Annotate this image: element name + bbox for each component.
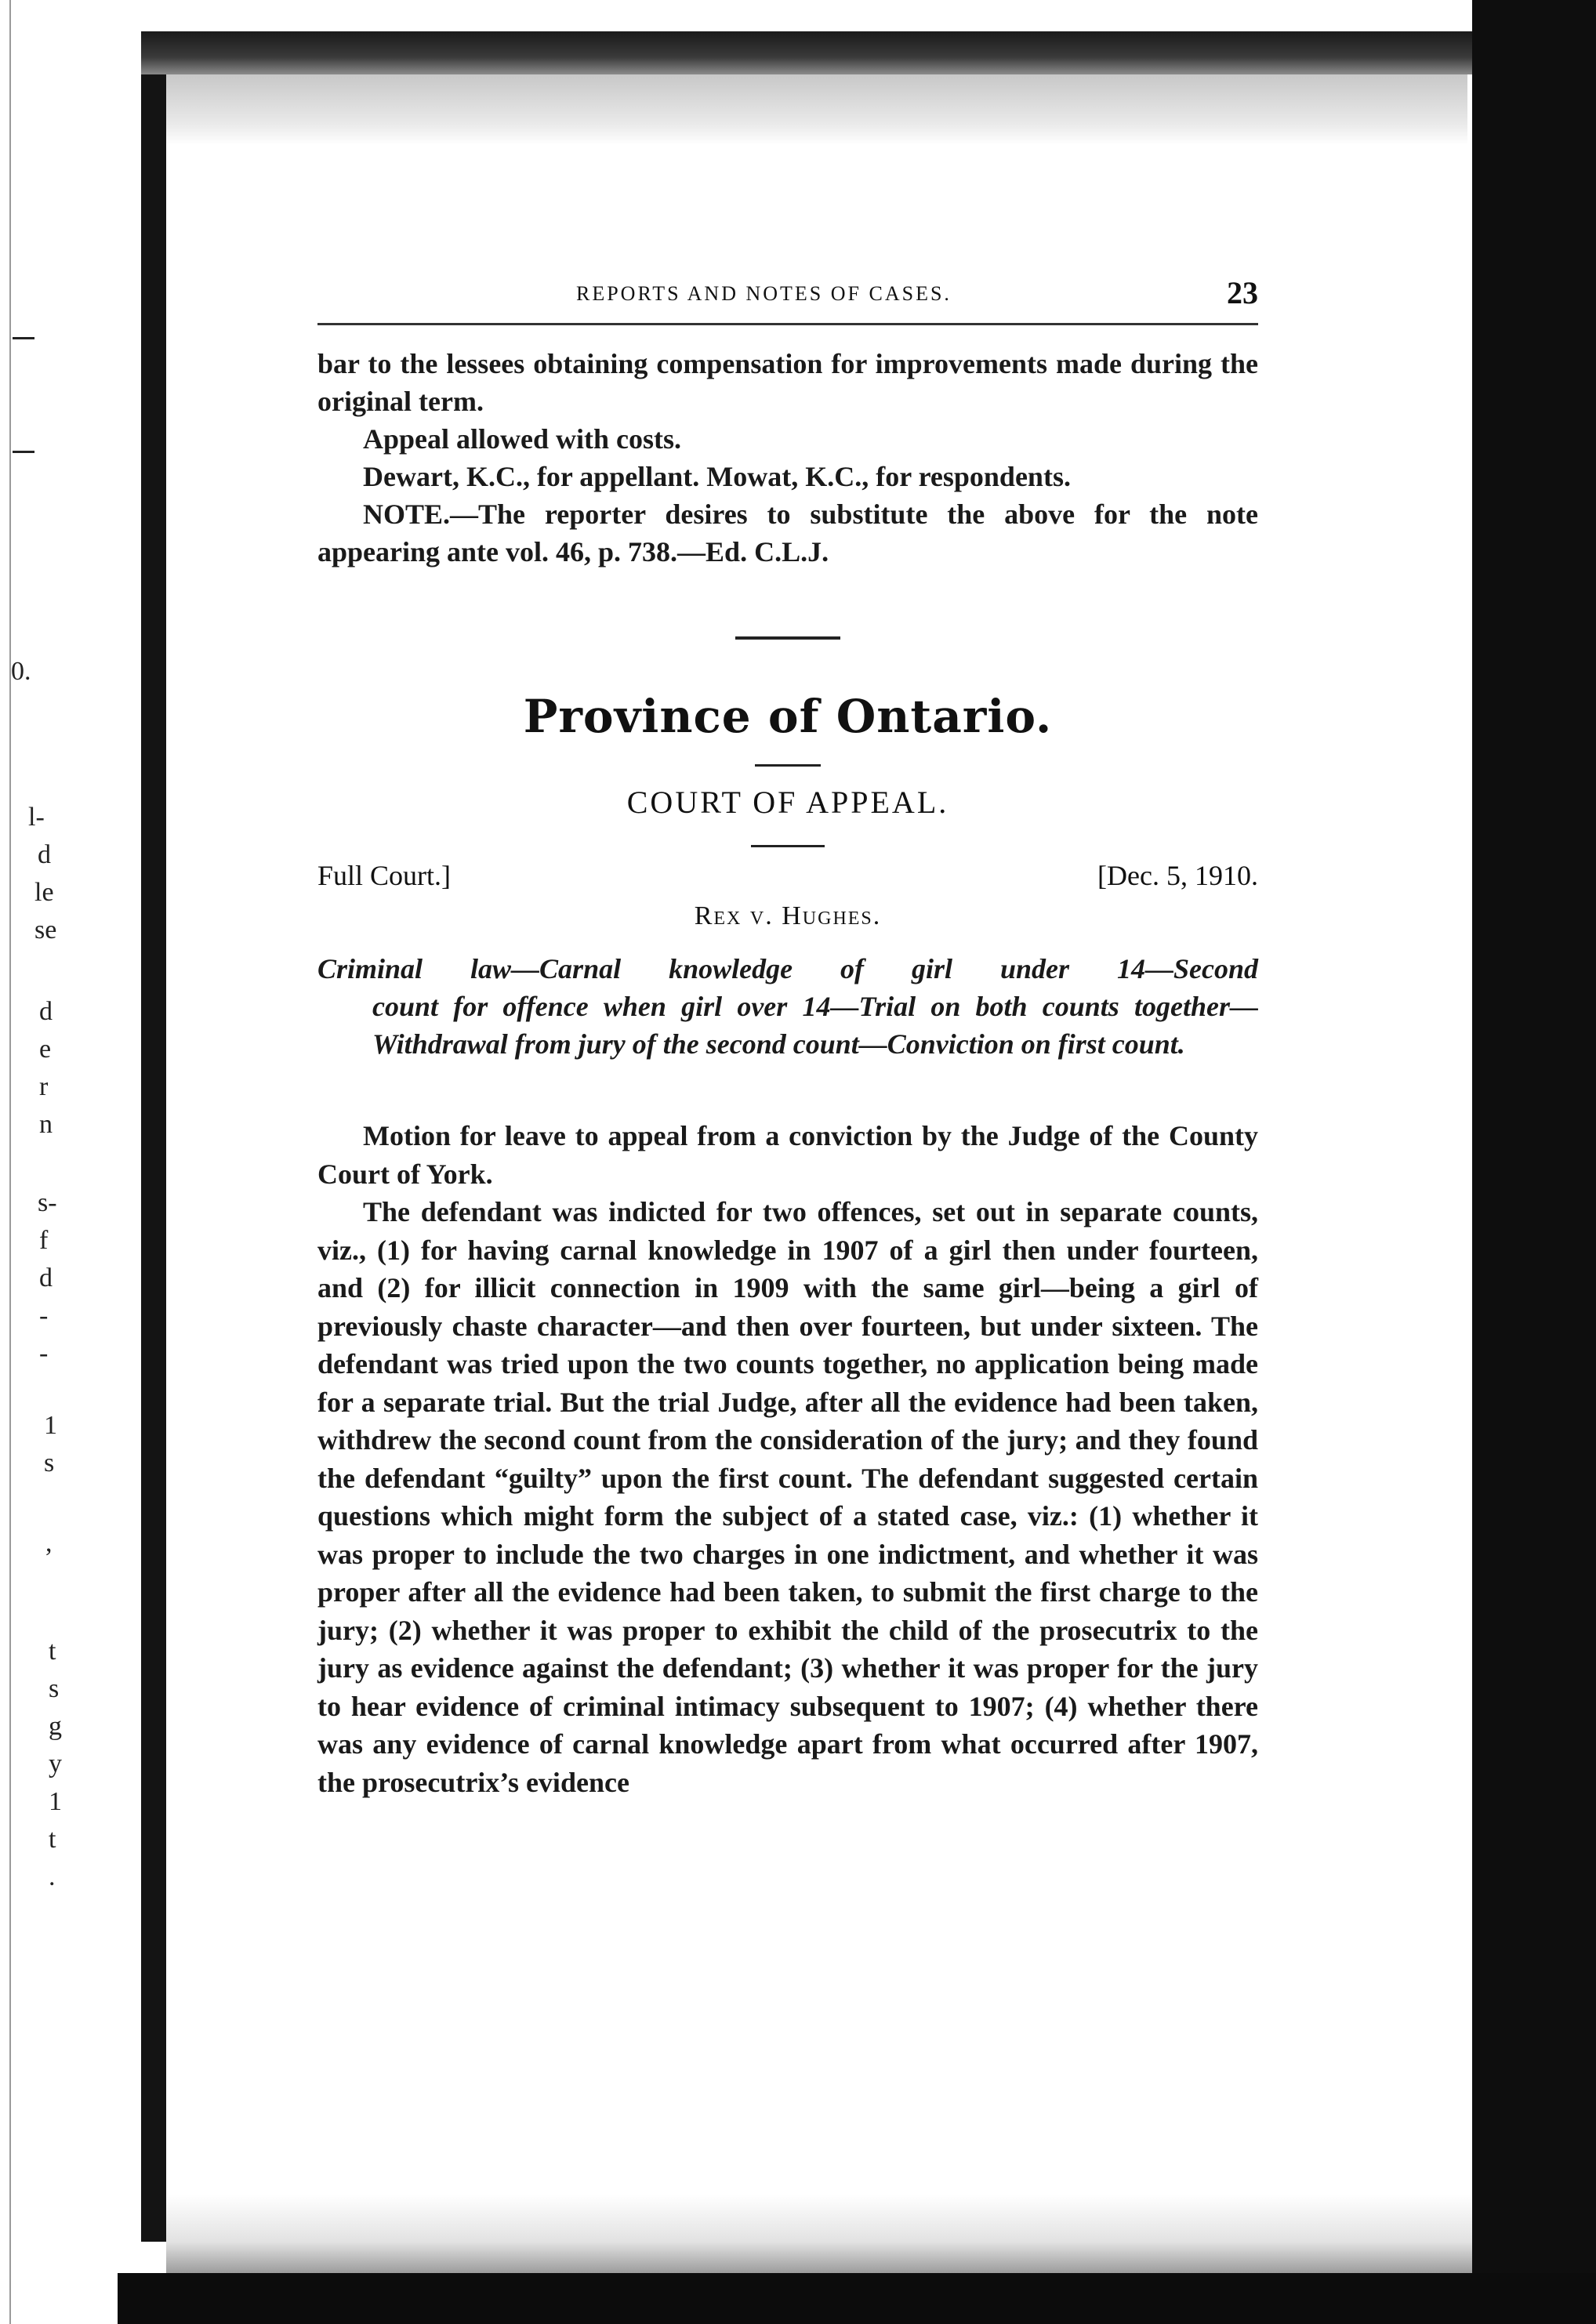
margin-fragment: g xyxy=(49,1712,62,1741)
section-divider xyxy=(735,636,840,640)
case-name: Rex v. Hughes. xyxy=(694,901,882,930)
left-margin xyxy=(0,0,149,2324)
margin-fragment: d xyxy=(39,1264,53,1293)
counsel-line: Dewart, K.C., for appellant. Mowat, K.C., for respondents. xyxy=(363,461,1071,492)
opinion-body xyxy=(317,1117,1258,1801)
margin-mark xyxy=(13,451,34,453)
court-title: COURT OF APPEAL. xyxy=(626,785,949,820)
decision-date: [Dec. 5, 1910. xyxy=(1097,860,1258,891)
margin-fragment: le xyxy=(34,878,54,907)
margin-fragment: s xyxy=(49,1674,60,1703)
margin-fragment: s xyxy=(44,1448,55,1477)
scan-bottom-border xyxy=(118,2273,1596,2324)
margin-fragment: se xyxy=(34,915,57,944)
margin-fragment: r xyxy=(39,1072,49,1101)
margin-fragment: d xyxy=(39,997,53,1026)
scan-left-border xyxy=(141,47,166,2242)
title-divider xyxy=(755,764,821,767)
margin-fragment: s- xyxy=(38,1188,57,1217)
bench: Full Court.] xyxy=(317,860,452,891)
header-rule xyxy=(317,323,1258,325)
headnote xyxy=(317,950,1258,1063)
headnote-first-line: Criminal law—Carnal knowledge of girl under 14—Second xyxy=(317,953,1258,984)
margin-fragment: 1 xyxy=(44,1411,57,1440)
case-meta xyxy=(317,859,1258,897)
opinion-paragraph: Motion for leave to appeal from a conviction by the Judge of the County Court of York. xyxy=(317,1120,1258,1190)
reporter-note: NOTE.—The reporter desires to substitute the above for the note appearing ante vol. 46, p. 738.—Ed. C.L.J. xyxy=(317,499,1258,567)
margin-fragment: y xyxy=(49,1749,62,1778)
margin-fragment: f xyxy=(39,1226,49,1255)
headnote-continuation: count for offence when girl over 14—Trial on both counts together—Withdrawal from jury of the second count—Conviction on first count. xyxy=(372,991,1258,1060)
margin-fragment: , xyxy=(45,1528,53,1557)
disposition: Appeal allowed with costs. xyxy=(363,423,682,455)
margin-fragment: l- xyxy=(28,803,45,832)
prior-case-text: bar to the lessees obtaining compensation for improvements made during the original term. xyxy=(317,348,1258,417)
margin-mark xyxy=(13,337,34,339)
scan-bottom-shadow xyxy=(166,2195,1472,2273)
running-head: REPORTS AND NOTES OF CASES. xyxy=(576,282,952,305)
page-number: 23 xyxy=(1227,275,1258,310)
page-header xyxy=(317,266,1258,321)
scan-top-shadow xyxy=(166,74,1467,145)
margin-fragment: t xyxy=(49,1825,56,1854)
margin-fragment: 1 xyxy=(49,1787,62,1816)
opinion-paragraph: The defendant was indicted for two offences, set out in separate counts, viz., (1) for having carnal knowledge in 1907 of a girl then under fourteen, and (2) for illicit connection in 1909 with the same girl—being a girl of previously chaste character—and then over fourteen, but under sixteen. The defendant was tried upon the two counts together, no application being made for a separate trial. But the trial Judge, after all the evidence had been taken, withdrew the second count from the consideration of the jury; and they found the defendant “guilty” upon the first count. The defendant suggested certain questions which might form the subject of a stated case, viz.: (1) whether it was proper to include the two charges in one indictment, and whether it was proper after all the evidence had been taken, to submit the first charge to the jury; (2) whether it was proper to exhibit the child of the prosecutrix to the jury as evidence against the defendant; (3) whether it was proper for the jury to hear evidence of criminal intimacy subsequent to 1907; (4) whether there was any evidence of carnal knowledge apart from what occurred after 1907, the prosecutrix’s evidence xyxy=(317,1196,1258,1798)
margin-fragment: 0. xyxy=(11,657,31,686)
facing-page-edge xyxy=(9,0,11,2324)
margin-fragment: . xyxy=(49,1862,56,1891)
scan-top-border xyxy=(141,31,1474,74)
court-divider xyxy=(751,845,825,847)
province-title: Province of Ontario. xyxy=(523,690,1053,743)
margin-fragment: d xyxy=(38,840,51,869)
margin-fragment: n xyxy=(39,1110,53,1139)
prior-case-conclusion xyxy=(317,345,1258,571)
margin-fragment: - xyxy=(39,1301,49,1330)
margin-fragment: - xyxy=(39,1339,49,1368)
margin-fragment: e xyxy=(39,1035,52,1064)
scan-right-border xyxy=(1472,0,1596,2324)
margin-fragment: t xyxy=(49,1637,56,1666)
